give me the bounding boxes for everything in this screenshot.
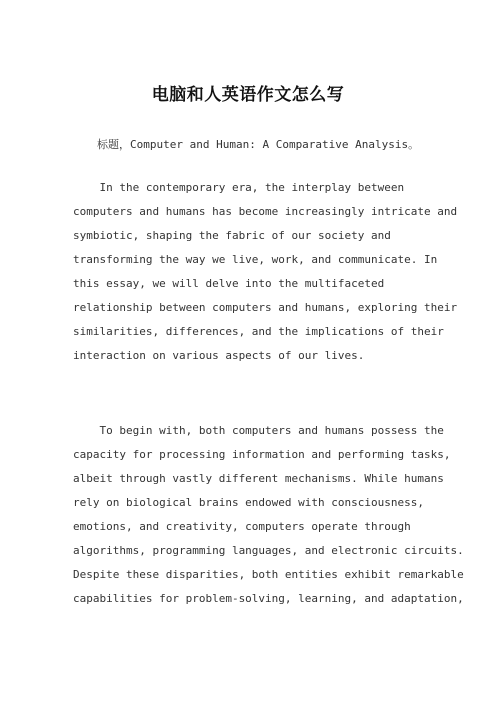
paragraph-line: To begin with, both computers and humans possess the bbox=[73, 424, 444, 437]
paragraph-line: rely on biological brains endowed with consciousness, bbox=[73, 496, 424, 509]
paragraph-line: computers and humans has become increasingly intricate and bbox=[73, 205, 458, 218]
paragraph-line: this essay, we will delve into the multifaceted bbox=[73, 277, 385, 290]
paragraph-line: transforming the way we live, work, and communicate. In bbox=[73, 253, 438, 266]
paragraph-2 bbox=[73, 419, 464, 611]
paragraph-line: In the contemporary era, the interplay between bbox=[73, 181, 405, 194]
paragraph-1 bbox=[73, 176, 458, 368]
paragraph-line: symbiotic, shaping the fabric of our society and bbox=[73, 229, 391, 242]
paragraph-line: capabilities for problem-solving, learning, and adaptation, bbox=[73, 592, 464, 605]
paragraph-line: Despite these disparities, both entities exhibit remarkable bbox=[73, 568, 464, 581]
paragraph-line: capacity for processing information and performing tasks, bbox=[73, 448, 451, 461]
document-subtitle: 标题，Computer and Human: A Comparative Analysis。 bbox=[97, 138, 420, 151]
paragraph-line: similarities, differences, and the implications of their bbox=[73, 325, 444, 338]
paragraph-line: interaction on various aspects of our lives. bbox=[73, 349, 365, 362]
paragraph-line: algorithms, programming languages, and electronic circuits. bbox=[73, 544, 464, 557]
paragraph-line: albeit through vastly different mechanisms. While humans bbox=[73, 472, 444, 485]
paragraph-line: emotions, and creativity, computers operate through bbox=[73, 520, 411, 533]
document-title: 电脑和人英语作文怎么写 bbox=[151, 85, 345, 105]
paragraph-line: relationship between computers and humans, exploring their bbox=[73, 301, 458, 314]
